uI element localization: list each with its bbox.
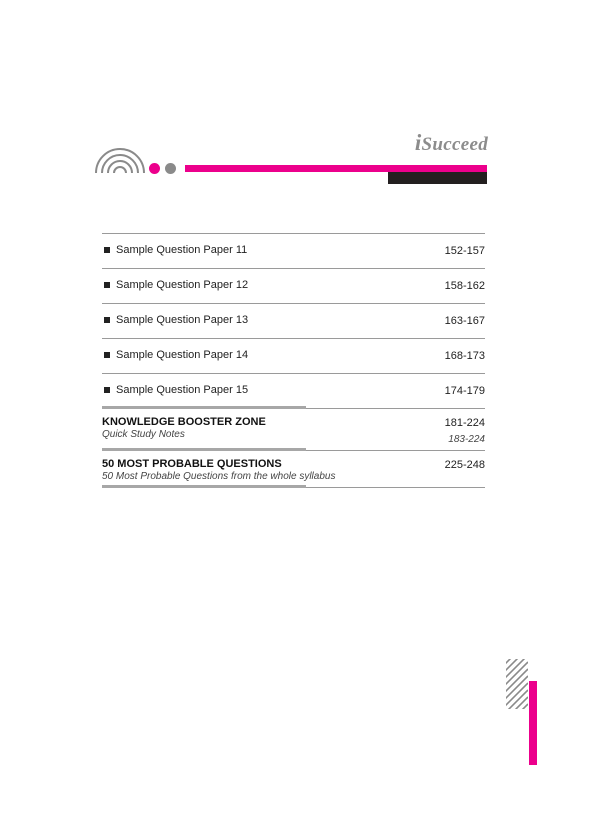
toc-row-most-probable[interactable]	[102, 450, 485, 487]
section-subpages: 183-224	[448, 434, 485, 445]
concentric-arcs-icon	[94, 148, 146, 174]
brand-logo-i: i	[414, 130, 422, 155]
section-subtitle: 50 Most Probable Questions from the whole syllabus	[102, 471, 336, 482]
header-pink-bar	[185, 165, 487, 172]
section-underline	[102, 406, 306, 409]
pink-dot	[149, 163, 160, 174]
square-bullet-icon	[104, 282, 110, 288]
toc-row-knowledge-booster[interactable]	[102, 408, 485, 450]
section-underline	[102, 448, 306, 451]
side-pink-bar	[529, 681, 537, 765]
section-underline	[102, 485, 306, 488]
brand-logo	[415, 130, 488, 156]
toc-pages: 181-224	[444, 417, 485, 429]
toc-label: Sample Question Paper 13	[116, 314, 249, 326]
diagonal-hatch-icon	[506, 659, 528, 709]
toc-label: Sample Question Paper 12	[116, 279, 249, 291]
toc-pages: 168-173	[444, 350, 485, 362]
grey-dot	[165, 163, 176, 174]
toc-row-paper-13[interactable]	[102, 303, 485, 338]
brand-logo-text: Succeed	[421, 134, 488, 155]
toc-row-paper-15[interactable]	[102, 373, 485, 408]
toc-pages: 158-162	[444, 280, 485, 292]
toc-label: Sample Question Paper 11	[116, 244, 248, 256]
section-title: KNOWLEDGE BOOSTER ZONE	[102, 416, 266, 428]
section-title: 50 MOST PROBABLE QUESTIONS	[102, 458, 282, 470]
toc-row-paper-12[interactable]	[102, 268, 485, 303]
toc-pages: 174-179	[444, 385, 485, 397]
toc-label: Sample Question Paper 15	[116, 384, 249, 396]
section-subtitle: Quick Study Notes	[102, 429, 185, 440]
toc-bottom-rule	[102, 487, 485, 488]
square-bullet-icon	[104, 352, 110, 358]
toc-label: Sample Question Paper 14	[116, 349, 249, 361]
toc-row-paper-11[interactable]	[102, 233, 485, 268]
toc-pages: 225-248	[444, 459, 485, 471]
toc-pages: 152-157	[444, 245, 485, 257]
header-black-bar	[388, 172, 487, 184]
square-bullet-icon	[104, 317, 110, 323]
toc-pages: 163-167	[444, 315, 485, 327]
square-bullet-icon	[104, 247, 110, 253]
table-of-contents	[102, 233, 485, 488]
toc-row-paper-14[interactable]	[102, 338, 485, 373]
square-bullet-icon	[104, 387, 110, 393]
